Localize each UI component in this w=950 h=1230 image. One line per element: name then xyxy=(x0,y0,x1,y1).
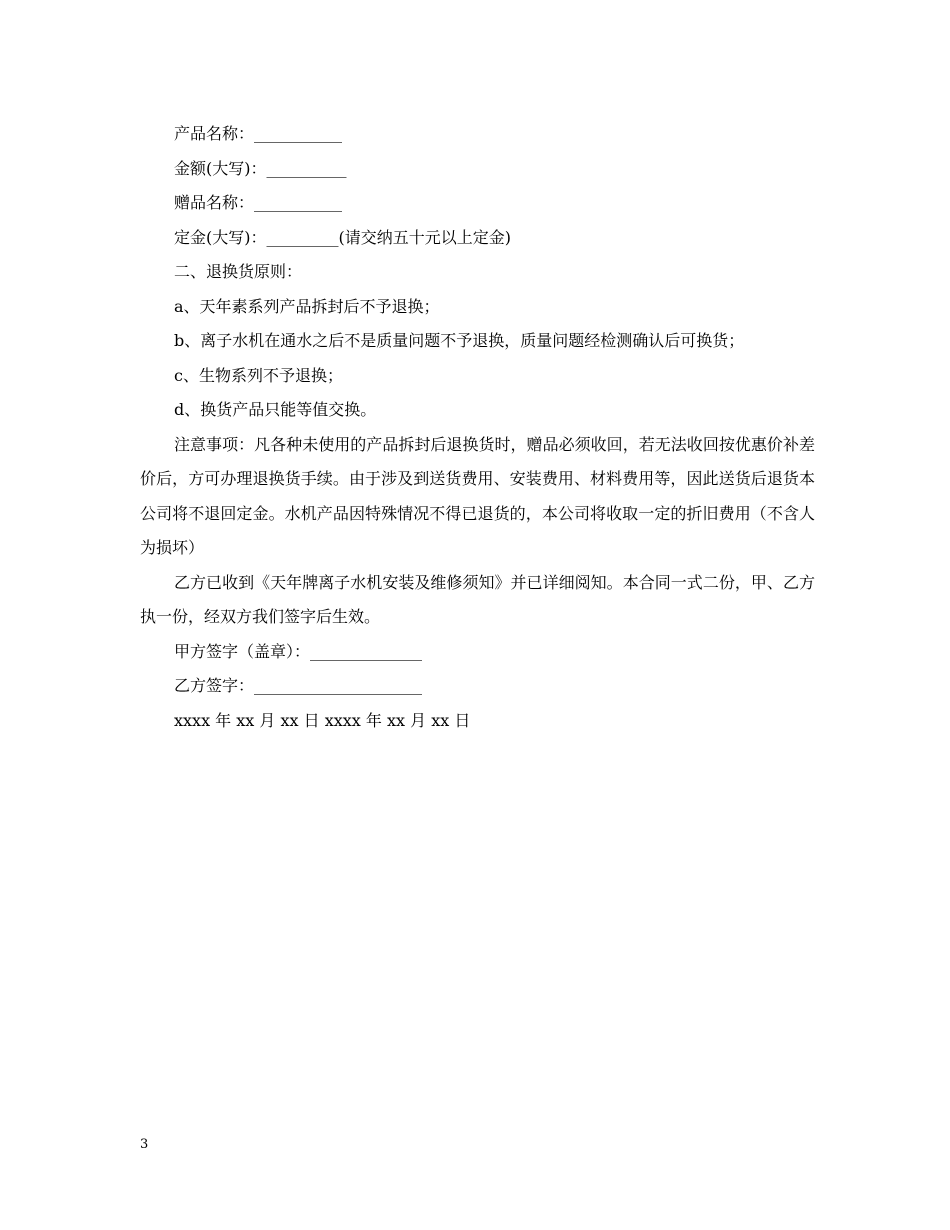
party-a-signature-line: 甲方签字（盖章）：______________ xyxy=(174,641,423,661)
gift-name-line: 赠品名称：___________ xyxy=(174,193,343,212)
return-policy-item-c: c、生物系列不予退换； xyxy=(174,365,343,385)
document-body xyxy=(140,117,815,738)
notice-paragraph: 注意事项：凡各种未使用的产品拆封后退换货时，赠品必须收回，若无法收回按优惠价补差价后，方可办理退换货手续。由于涉及到送货费用、安装费用、材料费用等，因此送货后退货本公司将不退回定金。水机产品因特殊情况不得已退货的，本公司将收取一定的折旧费用（不含人为损坏） xyxy=(140,434,815,557)
return-policy-item-b: b、离子水机在通水之后不是质量问题不予退换，质量问题经检测确认后可换货； xyxy=(174,331,745,350)
party-b-signature-line: 乙方签字：_____________________ xyxy=(174,676,423,695)
amount-line: 金额(大写)：__________ xyxy=(174,158,347,178)
deposit-line: 定金(大写)：_________(请交纳五十元以上定金) xyxy=(174,227,511,247)
page-number: 3 xyxy=(140,1137,149,1152)
date-line: xxxx 年 xx 月 xx 日 xxxx 年 xx 月 xx 日 xyxy=(174,710,471,730)
acknowledgement-paragraph: 乙方已收到《天年牌离子水机安装及维修须知》并已详细阅知。本合同一式二份，甲、乙方执一份，经双方我们签字后生效。 xyxy=(140,572,815,626)
return-policy-heading: 二、退换货原则： xyxy=(174,262,303,281)
return-policy-item-d: d、换货产品只能等值交换。 xyxy=(174,400,377,419)
return-policy-item-a: a、天年素系列产品拆封后不予退换； xyxy=(174,296,440,316)
product-name-line: 产品名称：___________ xyxy=(174,124,343,143)
